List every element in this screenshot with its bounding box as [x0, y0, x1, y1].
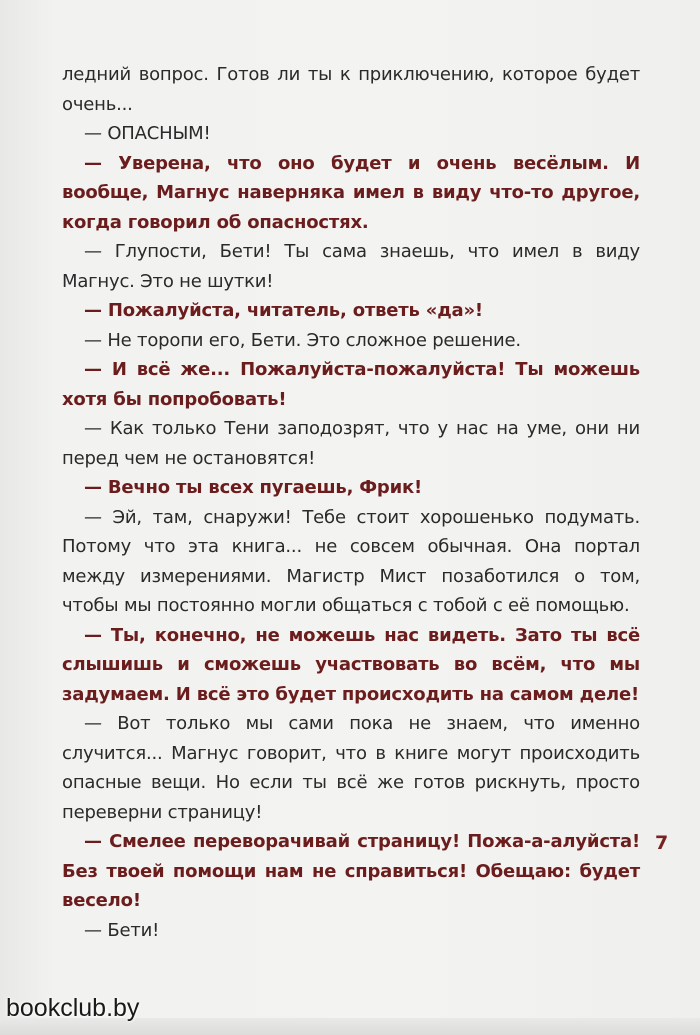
paragraph: — Глупости, Бети! Ты сама знаешь, что имел в виду Магнус. Это не шутки! [62, 241, 640, 292]
paragraph: — Ты, конечно, не можешь нас видеть. Зато ты всё слышишь и сможешь участвовать во всём, что мы задумаем. И всё это будет происходить на самом деле! [62, 624, 640, 705]
paragraph: — ОПАСНЫМ! [84, 123, 211, 144]
page-text [62, 60, 640, 945]
paragraph: — Уверена, что оно будет и очень весёлым. И вообще, Магнус наверняка имел в виду что-то другое, когда говорил об опасностях. [62, 152, 640, 233]
watermark: bookclub.by [6, 994, 140, 1022]
page-number: 7 [655, 832, 669, 854]
paragraph: — Вот только мы сами пока не знаем, что именно случится... Магнус говорит, что в книге могут происходить опасные вещи. Но если ты всё же готов рискнуть, просто переверни страницу! [62, 713, 640, 823]
paragraph: — Смелее переворачивай страницу! Пожа-а-алуйста! Без твоей помощи нам не справиться! Обещаю: будет весело! [62, 831, 640, 911]
paragraph: — Вечно ты всех пугаешь, Фрик! [84, 477, 423, 498]
paragraph: — Пожалуйста, читатель, ответь «да»! [84, 300, 483, 321]
paragraph: ледний вопрос. Готов ли ты к приключению, которое будет очень... [62, 64, 640, 115]
paragraph: — Бети! [84, 919, 160, 941]
paragraph: — Как только Тени заподозрят, что у нас на уме, они ни перед чем не остановятся! [62, 418, 640, 469]
paragraph: — И всё же... Пожалуйста-пожалуйста! Ты можешь хотя бы попробовать! [62, 359, 640, 410]
paragraph: — Не торопи его, Бети. Это сложное решение. [84, 329, 521, 351]
paragraph: — Эй, там, снаружи! Тебе стоит хорошенько подумать. Потому что эта книга... не совсем обычная. Она портал между измерениями. Магистр Мист позаботился о том, чтобы мы постоянно могли общаться с тобой с её помощью. [62, 506, 640, 616]
